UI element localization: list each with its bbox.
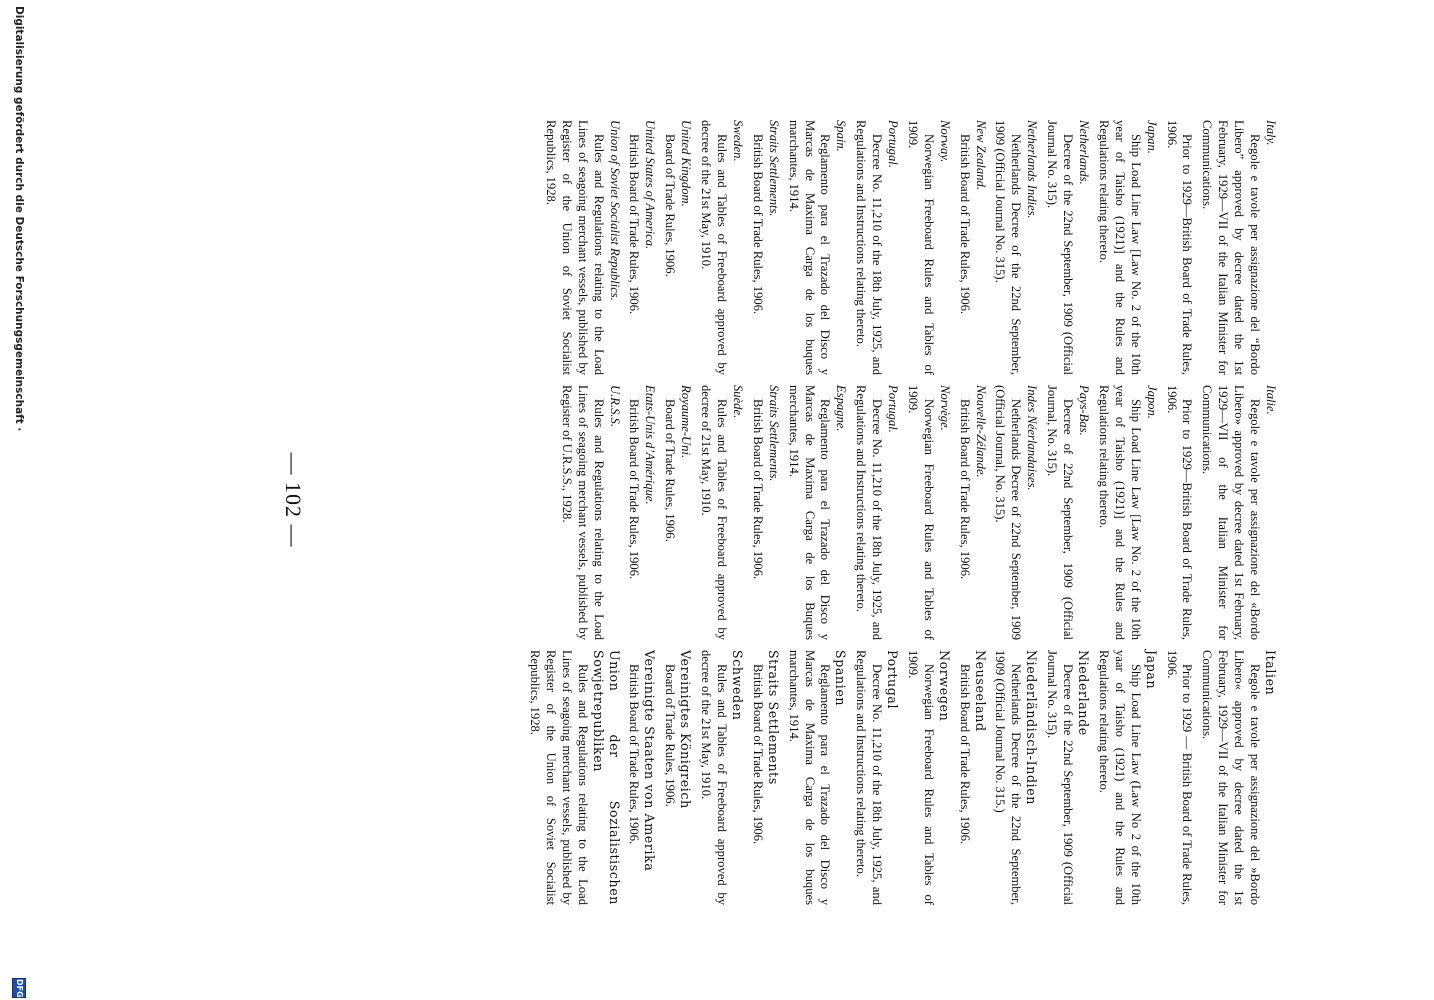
country-entry xyxy=(1043,650,1091,905)
country-entry xyxy=(1163,650,1195,905)
dfg-logo: DFG xyxy=(12,978,26,998)
regulation-text: British Board of Trade Rules, 1906. xyxy=(627,134,642,315)
country-entry xyxy=(852,120,900,375)
country-entry xyxy=(1095,385,1159,640)
country-entry xyxy=(956,650,988,905)
country-heading: Indes Néerlandaises. xyxy=(1025,385,1040,491)
country-entry xyxy=(749,120,781,375)
country-entry xyxy=(626,650,658,905)
country-entry xyxy=(1095,650,1159,905)
regulation-text: Decree No. 11,210 of the 18th July, 1925, and Regulations and Instructions relating thereto. xyxy=(854,120,885,375)
country-heading: Straits Settlements. xyxy=(766,385,781,482)
country-heading: U.R.S.S. xyxy=(607,385,622,427)
country-entry xyxy=(661,650,693,905)
country-heading: Norway. xyxy=(937,120,952,163)
regulation-text: Prior to 1929 — British Board of Trade Rules, 1906. xyxy=(1164,650,1195,905)
country-entry xyxy=(558,385,622,640)
country-heading: Netherlands. xyxy=(1077,120,1092,185)
country-heading: Suède. xyxy=(730,385,745,419)
country-entry xyxy=(697,385,745,640)
country-heading: Straits Settlements xyxy=(765,650,781,785)
country-heading: Portugal xyxy=(885,650,901,710)
country-heading: Japon. xyxy=(1144,385,1159,419)
country-heading: Netherlands Indies. xyxy=(1025,120,1040,219)
country-entry xyxy=(992,385,1040,640)
country-entry xyxy=(1163,385,1195,640)
country-heading: New Zealand. xyxy=(973,120,988,190)
regulation-text: Rules and Tables of Freeboard approved by decree of the 21st May, 1910. xyxy=(699,120,729,375)
country-entry xyxy=(852,385,900,640)
regulation-text: British Board of Trade Rules, 1906. xyxy=(627,664,642,845)
country-entry xyxy=(1198,120,1278,375)
country-heading: Japan xyxy=(1143,650,1159,690)
country-heading: Italie. xyxy=(1264,385,1278,415)
country-entry xyxy=(626,120,658,375)
country-entry xyxy=(542,120,622,375)
country-heading: Neuseeland xyxy=(972,650,988,732)
regulation-text: Rules and Regulations relating to the Load Lines of seagoing merchant vessels, published by Register of U.R.S.S., 1928. xyxy=(559,385,606,640)
country-entry xyxy=(785,385,849,640)
country-entry xyxy=(749,385,781,640)
page-number: — 102 — xyxy=(281,452,306,548)
country-entry xyxy=(661,385,693,640)
regulation-text: Rules and Regulations relating to the Load Lines of seagoing merchant vessels, published by Register of the Union of Soviet Socialist Republics, 1928. xyxy=(543,120,606,375)
country-entry xyxy=(904,120,952,375)
regulation-text: Decree of the 22nd September, 1909 (Official Journal No. 315). xyxy=(1045,650,1076,905)
regulation-text: Prior to 1929—British Board of Trade Rules, 1906. xyxy=(1164,385,1195,640)
regulation-text: Ship Load Line Law [Law No. 2 of the 10th year of Taisho (1921)] and the Rules and Regulations relating thereto. xyxy=(1096,385,1143,640)
column-german xyxy=(528,650,1278,905)
country-entry xyxy=(992,120,1040,375)
regulation-text: Netherlands Decree of the 22nd September, 1909 (Official Journal No. 315.) xyxy=(993,650,1024,905)
regulation-text: Rules and Regulations relating to the Load Lines of seagoing merchant vessels, published by Register of the Union of Soviet Socialist Republics, 1928. xyxy=(528,650,590,905)
regulation-text: British Board of Trade Rules, 1906. xyxy=(957,664,972,845)
country-entry xyxy=(904,385,952,640)
country-entry xyxy=(1043,120,1091,375)
regulation-text: Rules and Tables of Freeboard approved by decree of the 21st May, 1910. xyxy=(699,650,729,905)
country-heading: Nouvelle-Zélande. xyxy=(973,385,988,478)
regulation-text: Decree No. 11,210 of the 18th July, 1925, and Regulations and Instructions relating thereto. xyxy=(854,650,885,905)
regulation-text: Ship Load Line Law [Law No. 2 of the 10th year of Taisho (1921)] and the Rules and Regulations relating thereto. xyxy=(1096,120,1143,375)
country-heading: Vereinigtes Königreich xyxy=(678,650,694,809)
country-entry xyxy=(697,650,745,905)
regulation-text: Regole e tavole per assignazione del “Bordo Libero” approved by decree dated the 1st February, 1929—VII of the Italian Minister for Communications. xyxy=(1200,120,1263,375)
country-heading: Italy. xyxy=(1264,120,1278,146)
regulation-text: Board of Trade Rules, 1906. xyxy=(663,664,678,807)
column-english xyxy=(543,120,1278,375)
country-heading: United States of America. xyxy=(643,120,658,250)
country-entry xyxy=(1198,385,1278,640)
country-heading: Italien xyxy=(1263,650,1278,696)
country-heading: Portugal. xyxy=(886,120,901,168)
regulation-text: Rules and Tables of Freeboard approved by decree of 21st May, 1910. xyxy=(699,385,729,640)
country-heading: Straits Settlements. xyxy=(766,120,781,217)
footer-credit: Digitalisierung gefördert durch die Deutsche Forschungsgemeinschaft · xyxy=(13,6,25,432)
country-heading: United Kingdom. xyxy=(679,120,694,207)
regulation-text: Board of Trade Rules, 1906. xyxy=(663,399,678,542)
country-entry xyxy=(992,650,1040,905)
regulation-text: British Board of Trade Rules, 1906. xyxy=(750,134,765,315)
country-heading: Union of Soviet Socialist Republics. xyxy=(607,120,622,301)
regulation-text: Decree of the 22nd September, 1909 (Official Journal No. 315). xyxy=(1045,120,1076,375)
country-heading: Etats-Unis d’Amérique. xyxy=(643,385,658,505)
country-entry xyxy=(626,385,658,640)
country-entry xyxy=(1198,650,1278,905)
regulation-text: Reglamento para el Trazado del Disco y Marcas de Maxima Carga de los buques marchantes, 1914. xyxy=(786,120,833,375)
column-french xyxy=(559,385,1278,640)
regulation-text: Norwegian Freeboard Rules and Tables of 1909. xyxy=(905,650,936,905)
regulation-text: British Board of Trade Rules, 1906. xyxy=(957,399,972,580)
country-heading: Norvège. xyxy=(937,385,952,431)
country-heading: Spanien xyxy=(833,650,849,707)
country-entry xyxy=(1163,120,1195,375)
regulation-text: Reglamento para el Trazado del Disco y Marcas de Maxima Carga de los Buques merchantes, 1914. xyxy=(786,385,833,640)
regulation-text: Prior to 1929—British Board of Trade Rules, 1906. xyxy=(1164,120,1195,375)
regulation-text: British Board of Trade Rules, 1906. xyxy=(957,134,972,315)
regulation-text: Norwegian Freeboard Rules and Tables of 1909. xyxy=(905,120,936,375)
country-heading: Niederländisch-Indien xyxy=(1024,650,1040,805)
regulation-text: Norwegian Freeboard Rules and Tables of 1909. xyxy=(905,385,936,640)
regulation-text: Netherlands Decree of 22nd September, 1909 (Official Journal, No. 315). xyxy=(993,385,1024,640)
regulation-text: Decree of 22nd September, 1909 (Official Journal, No. 315). xyxy=(1045,385,1076,640)
regulation-text: Ship Load Line Law (Law No 2 of the 10th yaar of Taisho (1921) and the Rules and Regulations relating thereto. xyxy=(1096,650,1143,905)
country-entry xyxy=(785,120,849,375)
country-entry xyxy=(956,385,988,640)
country-heading: Portugal. xyxy=(886,385,901,433)
regulation-text: Decree No. 11,210 of the 18th July, 1925, and Regulations and Instructions relating thereto. xyxy=(854,385,885,640)
regulation-text: British Board of Trade Rules, 1906. xyxy=(750,664,765,845)
country-heading: Union der Sozialistischen Sowjetrepubliken xyxy=(590,650,622,905)
country-heading: Spain. xyxy=(834,120,849,152)
country-entry xyxy=(661,120,693,375)
country-heading: Sweden. xyxy=(730,120,745,162)
country-entry xyxy=(749,650,781,905)
regulation-text: British Board of Trade Rules, 1906. xyxy=(627,399,642,580)
country-entry xyxy=(852,650,900,905)
country-heading: Niederlande xyxy=(1076,650,1092,736)
regulation-text: Board of Trade Rules, 1906. xyxy=(663,134,678,277)
country-entry xyxy=(1095,120,1159,375)
country-heading: Royaume-Uni. xyxy=(679,385,694,459)
country-heading: Vereinigte Staaten von Amerika xyxy=(642,650,658,872)
country-entry xyxy=(785,650,849,905)
regulation-text: British Board of Trade Rules, 1906. xyxy=(750,399,765,580)
country-heading: Pays-Bas. xyxy=(1077,385,1092,436)
regulation-text: Reglamento para el Trazado del Disco y Marcas de Maxima Carga de los buques marchantes, 1914. xyxy=(786,650,833,905)
country-heading: Japan. xyxy=(1144,120,1159,154)
regulation-text: Netherlands Decree of the 22nd September, 1909 (Official Journal No. 315). xyxy=(993,120,1024,375)
country-entry xyxy=(697,120,745,375)
regulation-text: Regole e tavole per assignazione del «Bordo Libero» approved by decree dated 1st February, 1929—VII of the Italian Minister for Communications. xyxy=(1200,385,1263,640)
country-entry xyxy=(956,120,988,375)
country-entry xyxy=(1043,385,1091,640)
country-heading: Schweden xyxy=(729,650,745,721)
country-entry xyxy=(904,650,952,905)
country-heading: Norwegen xyxy=(936,650,952,722)
country-heading: Espagne. xyxy=(834,385,849,432)
regulation-text: Regole e tavole per assignazione del »Bordo Libero« approved by decree dated the 1st February, 1929—VII of the Italian Minister for Communications. xyxy=(1200,650,1263,905)
country-entry xyxy=(526,650,621,905)
